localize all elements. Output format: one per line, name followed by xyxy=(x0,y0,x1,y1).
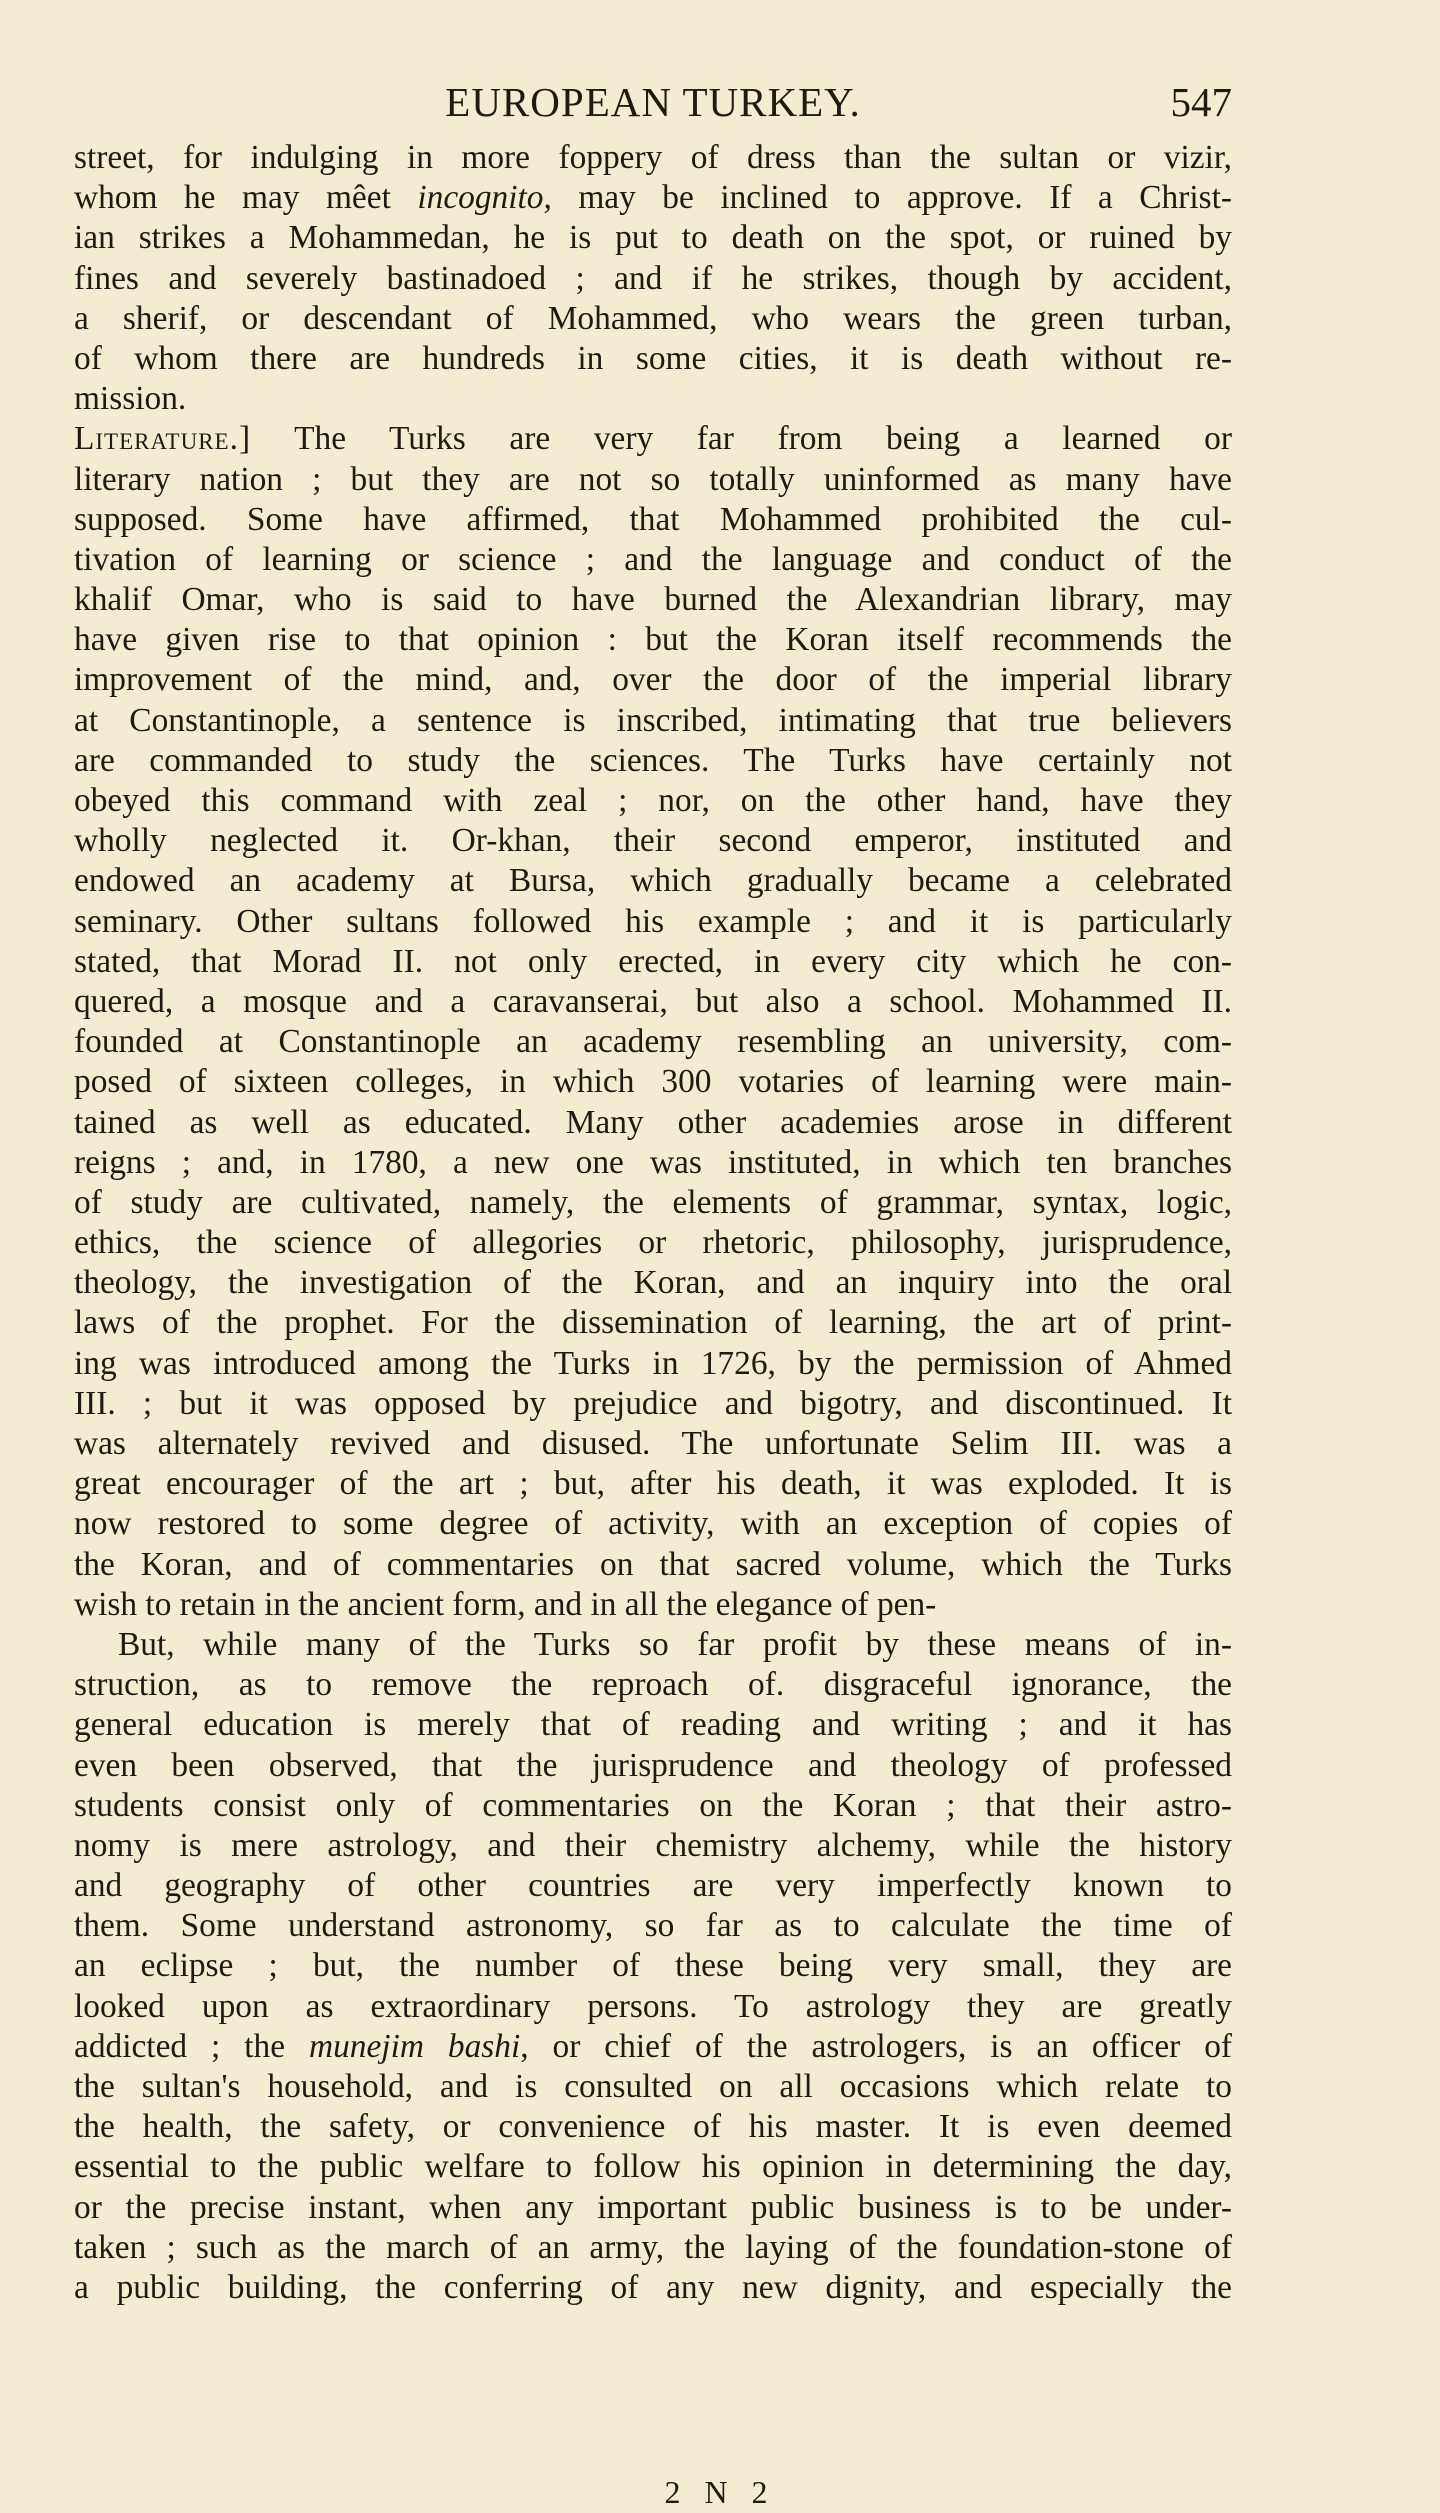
body-text xyxy=(74,138,1232,2308)
text-line: posed of sixteen colleges, in which 300 votaries of learning were main- xyxy=(74,1063,1232,1101)
text-line: wholly neglected it. Or-khan, their second emperor, instituted and xyxy=(74,822,1232,860)
text-line: the Koran, and of commentaries on that sacred volume, which the Turks xyxy=(74,1545,1232,1583)
text-fragment: may be inclined to approve. If a Christ- xyxy=(578,179,1232,217)
text-line: ing was introduced among the Turks in 1726, by the permission of Ahmed xyxy=(74,1344,1232,1382)
text-line: wish to retain in the ancient form, and in all the elegance of pen- xyxy=(74,1585,937,1623)
text-line: of whom there are hundreds in some cities, it is death without re- xyxy=(74,339,1232,377)
text-line: now restored to some degree of activity, with an exception of copies of xyxy=(74,1505,1232,1543)
section-heading-literature: Literature.] xyxy=(74,420,252,458)
text-line: struction, as to remove the reproach of. disgraceful ignorance, the xyxy=(74,1666,1232,1704)
text-line: supposed. Some have affirmed, that Mohammed prohibited the cul- xyxy=(74,500,1232,538)
text-line: was alternately revived and disused. The unfortunate Selim III. was a xyxy=(74,1425,1232,1462)
text-line: street, for indulging in more foppery of dress than the sultan or vizir, xyxy=(74,139,1232,176)
text-line: nomy is mere astrology, and their chemistry alchemy, while the history xyxy=(74,1826,1232,1864)
text-fragment: whom he may mêet xyxy=(74,179,418,217)
text-line: laws of the prophet. For the dissemination of learning, the art of print- xyxy=(74,1304,1232,1342)
text-line: a public building, the conferring of any new dignity, and especially the xyxy=(74,2268,1232,2306)
text-line: reigns ; and, in 1780, a new one was instituted, in which ten branches xyxy=(74,1143,1232,1181)
text-line: essential to the public welfare to follow his opinion in determining the day, xyxy=(74,2148,1232,2186)
text-line: of study are cultivated, namely, the elements of grammar, syntax, logic, xyxy=(74,1183,1232,1221)
text-line: have given rise to that opinion : but the Koran itself recommends the xyxy=(74,621,1232,659)
text-line: ian strikes a Mohammedan, he is put to death on the spot, or ruined by xyxy=(74,219,1232,257)
text-line: taken ; such as the march of an army, the laying of the foundation-stone of xyxy=(74,2228,1232,2266)
page-number: 547 xyxy=(1170,79,1232,125)
text-line: khalif Omar, who is said to have burned the Alexandrian library, may xyxy=(74,581,1232,619)
text-line: great encourager of the art ; but, after his death, it was exploded. It is xyxy=(74,1465,1232,1503)
text-fragment: addicted ; the xyxy=(74,2027,309,2065)
text-line: III. ; but it was opposed by prejudice and bigotry, and discontinued. It xyxy=(74,1384,1232,1422)
text-line: and geography of other countries are very imperfectly known to xyxy=(74,1867,1232,1905)
text-line: obeyed this command with zeal ; nor, on the other hand, have they xyxy=(74,782,1232,819)
italic-term-incognito: incognito, xyxy=(417,179,552,217)
text-line xyxy=(74,419,1232,459)
text-line: seminary. Other sultans followed his example ; and it is particularly xyxy=(74,902,1232,940)
text-line: general education is merely that of reading and writing ; and it has xyxy=(74,1706,1232,1744)
text-line: literary nation ; but they are not so totally uninformed as many have xyxy=(74,460,1232,498)
text-line: or the precise instant, when any important public business is to be under- xyxy=(74,2188,1232,2226)
text-line: them. Some understand astronomy, so far as to calculate the time of xyxy=(74,1907,1232,1945)
running-title: EUROPEAN TURKEY. xyxy=(445,79,861,125)
text-fragment: , or chief of the astrologers, is an officer of xyxy=(520,2027,1232,2065)
text-line: an eclipse ; but, the number of these being very small, they are xyxy=(74,1947,1232,1985)
text-line: tained as well as educated. Many other academies arose in different xyxy=(74,1103,1232,1141)
text-line: founded at Constantinople an academy resembling an university, com- xyxy=(74,1023,1232,1061)
text-line: ethics, the science of allegories or rhetoric, philosophy, jurisprudence, xyxy=(74,1224,1232,1262)
text-line: stated, that Morad II. not only erected, in every city which he con- xyxy=(74,942,1232,980)
text-line: tivation of learning or science ; and the language and conduct of the xyxy=(74,540,1232,578)
printer-signature-mark: 2 N 2 xyxy=(664,2474,776,2510)
text-line: quered, a mosque and a caravanserai, but also a school. Mohammed II. xyxy=(74,982,1232,1020)
text-line: improvement of the mind, and, over the door of the imperial library xyxy=(74,661,1232,699)
text-line: even been observed, that the jurisprudence and theology of professed xyxy=(74,1746,1232,1784)
text-line: But, while many of the Turks so far profit by these means of in- xyxy=(118,1625,1232,1663)
running-header xyxy=(74,72,1232,132)
text-fragment: The Turks are very far from being a learned or xyxy=(251,420,1232,458)
text-line xyxy=(74,2027,1232,2067)
text-line xyxy=(74,178,1232,218)
text-line: theology, the investigation of the Koran, and an inquiry into the oral xyxy=(74,1264,1232,1302)
text-line: students consist only of commentaries on the Koran ; that their astro- xyxy=(74,1786,1232,1824)
text-line: are commanded to study the sciences. The Turks have certainly not xyxy=(74,741,1232,779)
text-line: a sherif, or descendant of Mohammed, who wears the green turban, xyxy=(74,299,1232,337)
italic-term-munejim-bashi: munejim bashi xyxy=(308,2027,521,2065)
text-line: mission. xyxy=(74,380,187,418)
text-line: fines and severely bastinadoed ; and if he strikes, though by accident, xyxy=(74,259,1232,297)
text-line: looked upon as extraordinary persons. To astrology they are greatly xyxy=(74,1987,1232,2025)
text-line: the health, the safety, or convenience of his master. It is even deemed xyxy=(74,2108,1232,2146)
text-line: endowed an academy at Bursa, which gradually became a celebrated xyxy=(74,862,1232,900)
text-line: at Constantinople, a sentence is inscribed, intimating that true believers xyxy=(74,701,1232,739)
text-line: the sultan's household, and is consulted on all occasions which relate to xyxy=(74,2068,1232,2105)
